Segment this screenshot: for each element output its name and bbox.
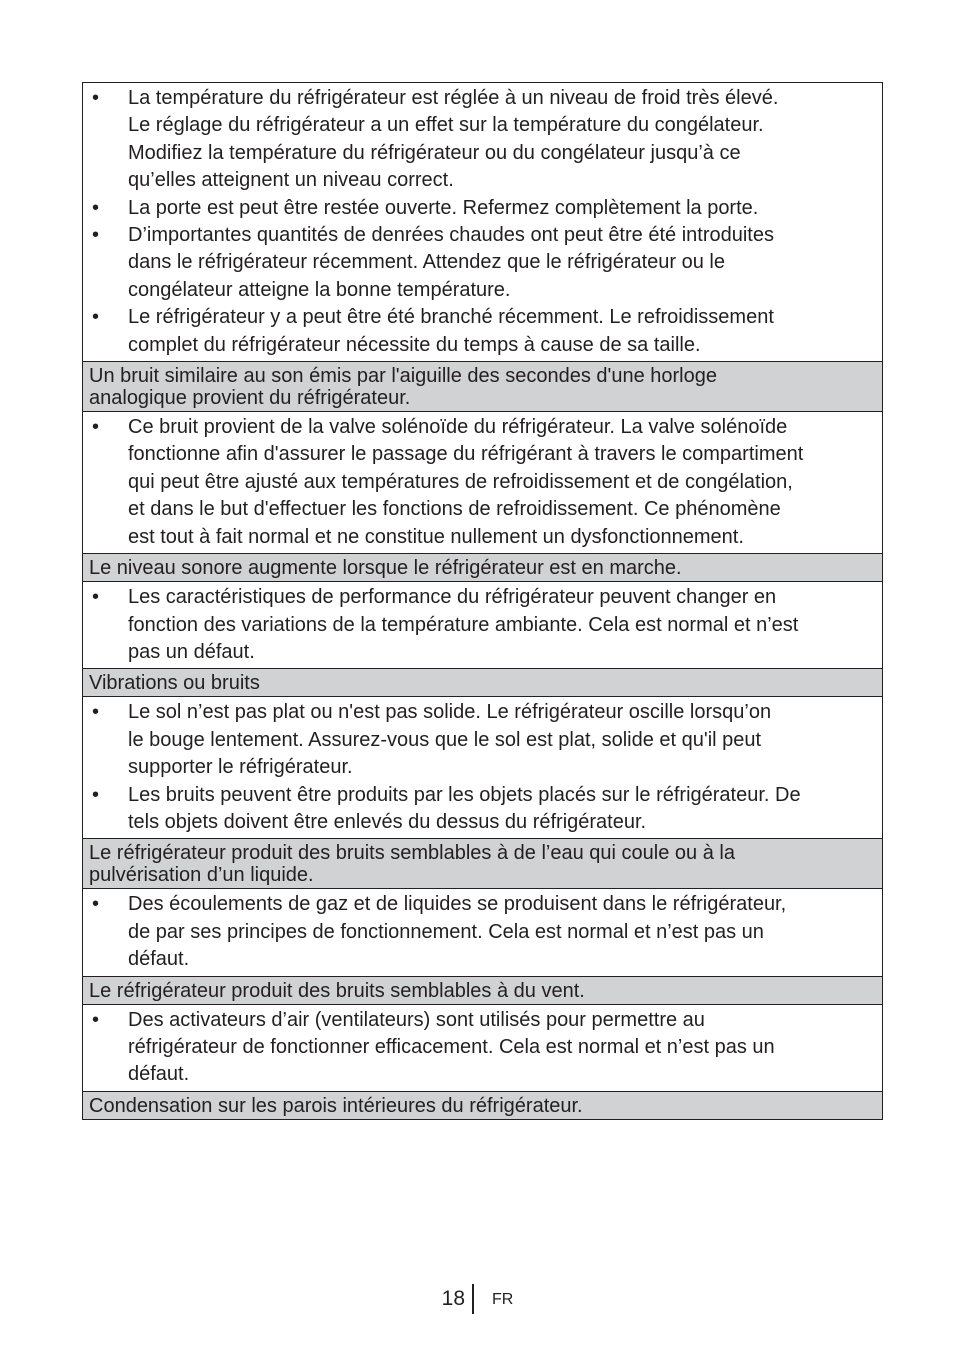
solution-item bbox=[89, 304, 876, 359]
solution-list bbox=[89, 414, 876, 551]
solution-item bbox=[89, 891, 876, 973]
solution-row bbox=[83, 1004, 882, 1091]
solution-line: congélateur atteigne la bonne température. bbox=[128, 278, 511, 301]
solution-line: Le réfrigérateur y a peut être été branché récemment. Le refroidissement bbox=[128, 306, 774, 329]
problem-heading-line: analogique provient du réfrigérateur. bbox=[89, 387, 411, 410]
solution-line: tels objets doivent être enlevés du dessus du réfrigérateur. bbox=[128, 810, 647, 833]
solution-line: qui peut être ajusté aux températures de refroidissement et de congélation, bbox=[128, 470, 793, 493]
solution-line: Ce bruit provient de la valve solénoïde du réfrigérateur. La valve solénoïde bbox=[128, 416, 788, 439]
solution-row bbox=[83, 83, 882, 361]
solution-line: fonctionne afin d'assurer le passage du réfrigérant à travers le compartiment bbox=[128, 443, 804, 466]
solution-line: Le sol n’est pas plat ou n'est pas solide. Le réfrigérateur oscille lorsqu’on bbox=[128, 701, 772, 724]
problem-heading-line: pulvérisation d’un liquide. bbox=[89, 864, 314, 887]
solution-line: La température du réfrigérateur est réglée à un niveau de froid très élevé. bbox=[128, 87, 779, 109]
problem-heading-row bbox=[83, 668, 882, 696]
solution-line: le bouge lentement. Assurez-vous que le sol est plat, solide et qu'il peut bbox=[128, 728, 762, 751]
solution-line: pas un défaut. bbox=[128, 640, 255, 663]
language-code: FR bbox=[492, 1291, 514, 1308]
solution-item bbox=[89, 414, 876, 551]
bullet-icon: • bbox=[92, 893, 100, 916]
solution-list bbox=[89, 85, 876, 359]
solution-item bbox=[89, 85, 876, 195]
problem-heading-line: Le niveau sonore augmente lorsque le réfrigérateur est en marche. bbox=[89, 557, 682, 580]
solution-line: et dans le but d'effectuer les fonctions de refroidissement. Ce phénomène bbox=[128, 498, 781, 521]
solution-line: Modifiez la température du réfrigérateur ou du congélateur jusqu’à ce bbox=[128, 141, 741, 164]
solution-line: Le réglage du réfrigérateur a un effet sur la température du congélateur. bbox=[128, 114, 764, 137]
solution-row bbox=[83, 411, 882, 553]
problem-heading-line: Condensation sur les parois intérieures du réfrigérateur. bbox=[89, 1094, 583, 1117]
solution-item bbox=[89, 222, 876, 304]
solution-line: Les caractéristiques de performance du réfrigérateur peuvent changer en bbox=[128, 586, 777, 609]
solution-line: défaut. bbox=[128, 1063, 190, 1086]
solution-line: qu’elles atteignent un niveau correct. bbox=[128, 169, 454, 192]
solution-item bbox=[89, 699, 876, 781]
solution-item bbox=[89, 1007, 876, 1089]
problem-heading-line: Vibrations ou bruits bbox=[89, 672, 260, 695]
bullet-icon: • bbox=[92, 87, 100, 109]
solution-line: Les bruits peuvent être produits par les objets placés sur le réfrigérateur. De bbox=[128, 783, 801, 806]
footer-divider bbox=[472, 1284, 474, 1314]
page-footer bbox=[0, 1284, 954, 1316]
solution-line: fonction des variations de la température ambiante. Cela est normal et n’est bbox=[128, 613, 799, 636]
solution-line: La porte est peut être restée ouverte. Refermez complètement la porte. bbox=[128, 196, 759, 219]
problem-heading-row bbox=[83, 1091, 882, 1119]
solution-line: est tout à fait normal et ne constitue nullement un dysfonctionnement. bbox=[128, 525, 744, 548]
bullet-icon: • bbox=[92, 701, 100, 724]
bullet-icon: • bbox=[92, 224, 100, 247]
problem-heading-row bbox=[83, 553, 882, 581]
problem-heading-row bbox=[83, 838, 882, 888]
bullet-icon: • bbox=[92, 196, 100, 219]
problem-heading-line: Le réfrigérateur produit des bruits semblables à du vent. bbox=[89, 979, 585, 1002]
solution-list bbox=[89, 584, 876, 666]
solution-line: Des activateurs d’air (ventilateurs) sont utilisés pour permettre au bbox=[128, 1008, 705, 1031]
bullet-icon: • bbox=[92, 1008, 100, 1031]
solution-line: complet du réfrigérateur nécessite du temps à cause de sa taille. bbox=[128, 333, 701, 356]
solution-item bbox=[89, 584, 876, 666]
solution-list bbox=[89, 891, 876, 973]
solution-item bbox=[89, 782, 876, 837]
solution-list bbox=[89, 1007, 876, 1089]
problem-heading-line: Un bruit similaire au son émis par l'aiguille des secondes d'une horloge bbox=[89, 365, 717, 388]
solution-line: réfrigérateur de fonctionner efficacement. Cela est normal et n’est pas un bbox=[128, 1035, 775, 1058]
solution-line: de par ses principes de fonctionnement. Cela est normal et n’est pas un bbox=[128, 920, 764, 943]
bullet-icon: • bbox=[92, 586, 100, 609]
solution-line: Des écoulements de gaz et de liquides se produisent dans le réfrigérateur, bbox=[128, 893, 787, 916]
solution-row bbox=[83, 888, 882, 975]
solution-line: supporter le réfrigérateur. bbox=[128, 756, 353, 779]
bullet-icon: • bbox=[92, 416, 100, 439]
problem-heading-row bbox=[83, 361, 882, 411]
problem-heading-row bbox=[83, 976, 882, 1004]
problem-heading-line: Le réfrigérateur produit des bruits semblables à de l’eau qui coule ou à la bbox=[89, 842, 735, 865]
solution-list bbox=[89, 699, 876, 836]
page-number: 18 bbox=[441, 1287, 465, 1310]
solution-row bbox=[83, 581, 882, 668]
solution-line: D’importantes quantités de denrées chaudes ont peut être été introduites bbox=[128, 224, 774, 247]
solution-item bbox=[89, 195, 876, 222]
bullet-icon: • bbox=[92, 306, 100, 329]
solution-line: défaut. bbox=[128, 948, 190, 971]
troubleshooting-table bbox=[82, 82, 883, 1120]
solution-row bbox=[83, 696, 882, 838]
solution-line: dans le réfrigérateur récemment. Attendez que le réfrigérateur ou le bbox=[128, 251, 725, 274]
bullet-icon: • bbox=[92, 783, 100, 806]
